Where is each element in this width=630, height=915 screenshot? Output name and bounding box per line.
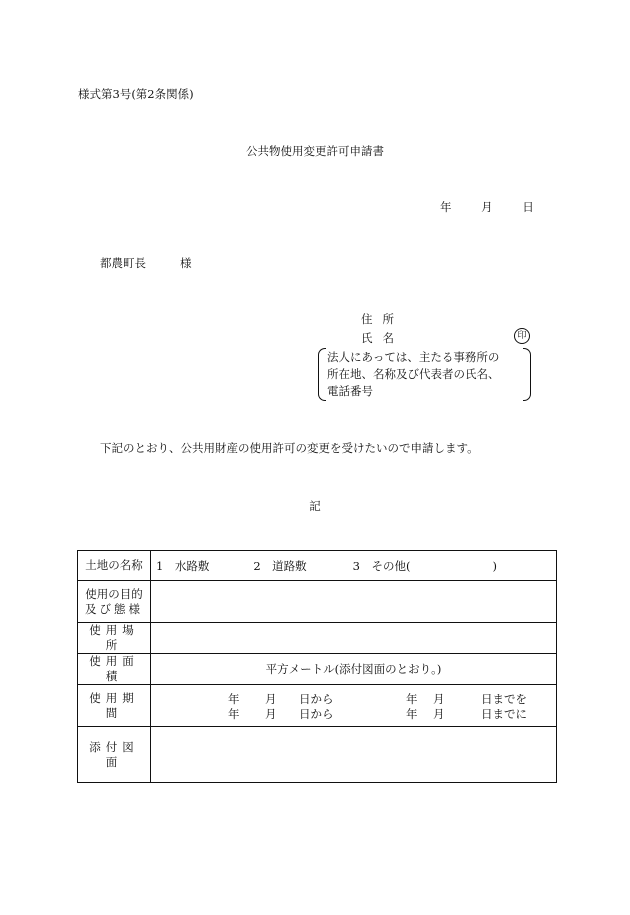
- ki-heading: 記: [309, 499, 321, 513]
- row-land-name: [78, 551, 557, 581]
- corp-note-line: 法人にあっては、主たる事務所の: [327, 350, 500, 364]
- period-to-day: 日までを: [481, 691, 527, 706]
- row-period: [78, 685, 557, 727]
- land-name-options: [151, 551, 557, 581]
- option-other-close: ): [492, 558, 497, 573]
- option-road[interactable]: 2 道路敷: [253, 558, 307, 573]
- location-field[interactable]: [151, 623, 557, 654]
- purpose-label: [78, 581, 151, 623]
- attachment-label: 添付図面: [78, 727, 151, 783]
- date-month: 月: [481, 200, 493, 214]
- date-line: [440, 199, 534, 215]
- period-to-year: 年: [406, 691, 418, 706]
- period-from-year: 年: [228, 691, 240, 706]
- period-field[interactable]: [151, 685, 557, 727]
- date-day: 日: [522, 200, 534, 214]
- purpose-label-line2: 及び態様: [85, 601, 143, 616]
- bracket-right: [523, 348, 531, 401]
- period-to-day: 日までに: [481, 706, 527, 721]
- name-label: 氏名: [361, 331, 404, 345]
- purpose-field[interactable]: [151, 581, 557, 623]
- period-to-month: 月: [433, 691, 445, 706]
- area-label: 使用面積: [78, 654, 151, 685]
- form-number: 様式第3号(第2条関係): [78, 87, 194, 101]
- land-name-label: 土地の名称: [78, 551, 151, 581]
- period-from-day: 日から: [299, 691, 334, 706]
- row-location: [78, 623, 557, 654]
- row-attachment: [78, 727, 557, 783]
- row-purpose: [78, 581, 557, 623]
- period-line-1: [156, 691, 551, 706]
- addressee-honorific: 様: [180, 256, 192, 270]
- corp-note-line: 電話番号: [327, 384, 373, 398]
- detail-table: [77, 550, 557, 783]
- period-from-day: 日から: [299, 706, 334, 721]
- period-to-month: 月: [433, 706, 445, 721]
- corp-note-line: 所在地、名称及び代表者の氏名、: [327, 367, 500, 381]
- period-from-month: 月: [265, 706, 277, 721]
- option-other[interactable]: 3 その他(: [352, 558, 411, 573]
- period-to-year: 年: [406, 706, 418, 721]
- bracket-left: [318, 348, 326, 401]
- addressee: [100, 255, 192, 271]
- address-label: 住所: [361, 312, 404, 326]
- area-value[interactable]: 平方メートル(添付図面のとおり。): [151, 654, 557, 685]
- seal-mark: 印: [514, 328, 530, 344]
- period-line-2: [156, 706, 551, 721]
- addressee-name: 都農町長: [100, 256, 146, 270]
- option-waterway[interactable]: 1 水路敷: [156, 558, 210, 573]
- period-from-month: 月: [265, 691, 277, 706]
- location-label: 使用場所: [78, 623, 151, 654]
- purpose-label-line1: 使用の目的: [85, 586, 143, 601]
- corporation-note: [318, 348, 531, 401]
- period-label: 使用期間: [78, 685, 151, 727]
- date-year: 年: [440, 200, 452, 214]
- document-title: 公共物使用変更許可申請書: [246, 144, 384, 158]
- attachment-field[interactable]: [151, 727, 557, 783]
- period-from-year: 年: [228, 706, 240, 721]
- intro-text: 下記のとおり、公共用財産の使用許可の変更を受けたいので申請します。: [100, 441, 479, 455]
- row-area: [78, 654, 557, 685]
